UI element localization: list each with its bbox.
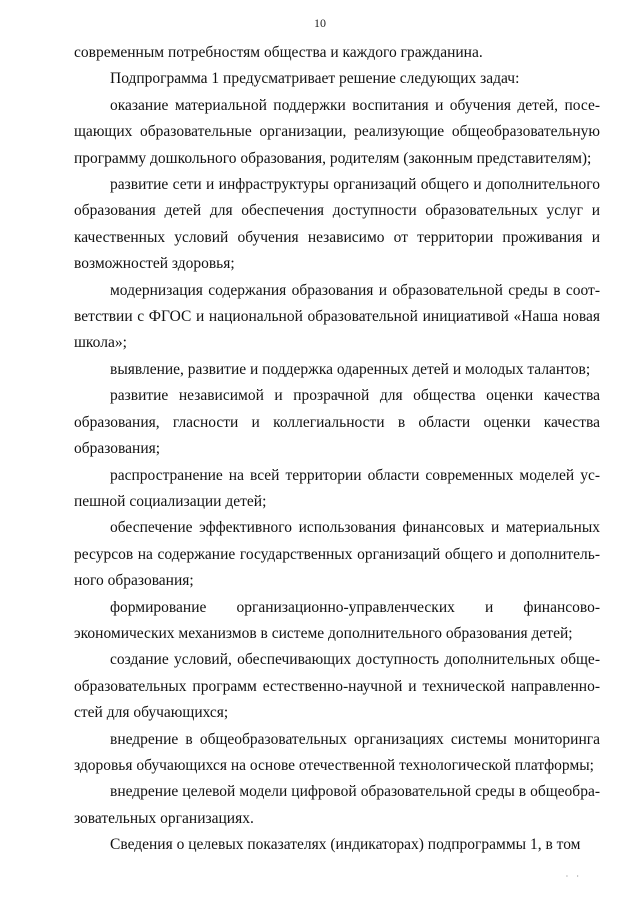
paragraph-continuation: современным потребностям общества и каждого гражданина. — [74, 44, 483, 61]
paragraph-task-digital-environment: внедрение целевой модели цифровой образовательной среды в общеобразовательных организациях. — [74, 783, 600, 827]
paragraph-task-modernization: модернизация содержания образования и образовательной среды в соответствии с ФГОС и национальной образовательной инициативой «Наша новая школа»; — [74, 281, 600, 352]
page-number: 10 — [314, 16, 326, 30]
paragraph-task-resources: обеспечение эффективного использования финансовых и материальных ресурсов на содержание государственных организаций общего и дополнительного образования; — [74, 519, 600, 590]
paragraph-task-accessibility: создание условий, обеспечивающих доступность дополнительных общеобразовательных программ естественно-научной и технической направленностей для обучающихся; — [74, 651, 600, 722]
paragraph-task-mechanisms: формирование организационно-управленческих и финансово-экономических механизмов в системе дополнительного образования детей; — [74, 598, 600, 642]
scan-artifact-mark: · · — [565, 872, 582, 881]
paragraph-task-socialization: распространение на всей территории области современных моделей успешной социализации детей; — [74, 466, 600, 510]
paragraph-task-health-monitoring: внедрение в общеобразовательных организациях системы мониторинга здоровья обучающихся на основе отечественной технологической платформы; — [74, 730, 600, 774]
paragraph-task-network-development: развитие сети и инфраструктуры организаций общего и дополнительного образования детей для обеспечения доступности образовательных услуг и качественных условий обучения независимо от территории проживания и возможностей здоровья; — [74, 176, 600, 273]
paragraph-tasks-intro: Подпрограмма 1 предусматривает решение следующих задач: — [110, 70, 520, 88]
paragraph-task-gifted-children: выявление, развитие и поддержка одаренных детей и молодых талантов; — [110, 360, 591, 378]
paragraph-task-material-support: оказание материальной поддержки воспитания и обучения детей, посещающих образовательные организации, реализующие общеобразовательную программу дошкольного образования, родителям (законным представителям); — [74, 96, 600, 167]
paragraph-indicators-info: Сведения о целевых показателях (индикаторах) подпрограммы 1, в том — [110, 836, 581, 854]
document-body — [74, 40, 600, 859]
paragraph-task-quality-assessment: развитие независимой и прозрачной для общества оценки качества образования, гласности и коллегиальности в области оценки качества образования; — [74, 387, 600, 458]
